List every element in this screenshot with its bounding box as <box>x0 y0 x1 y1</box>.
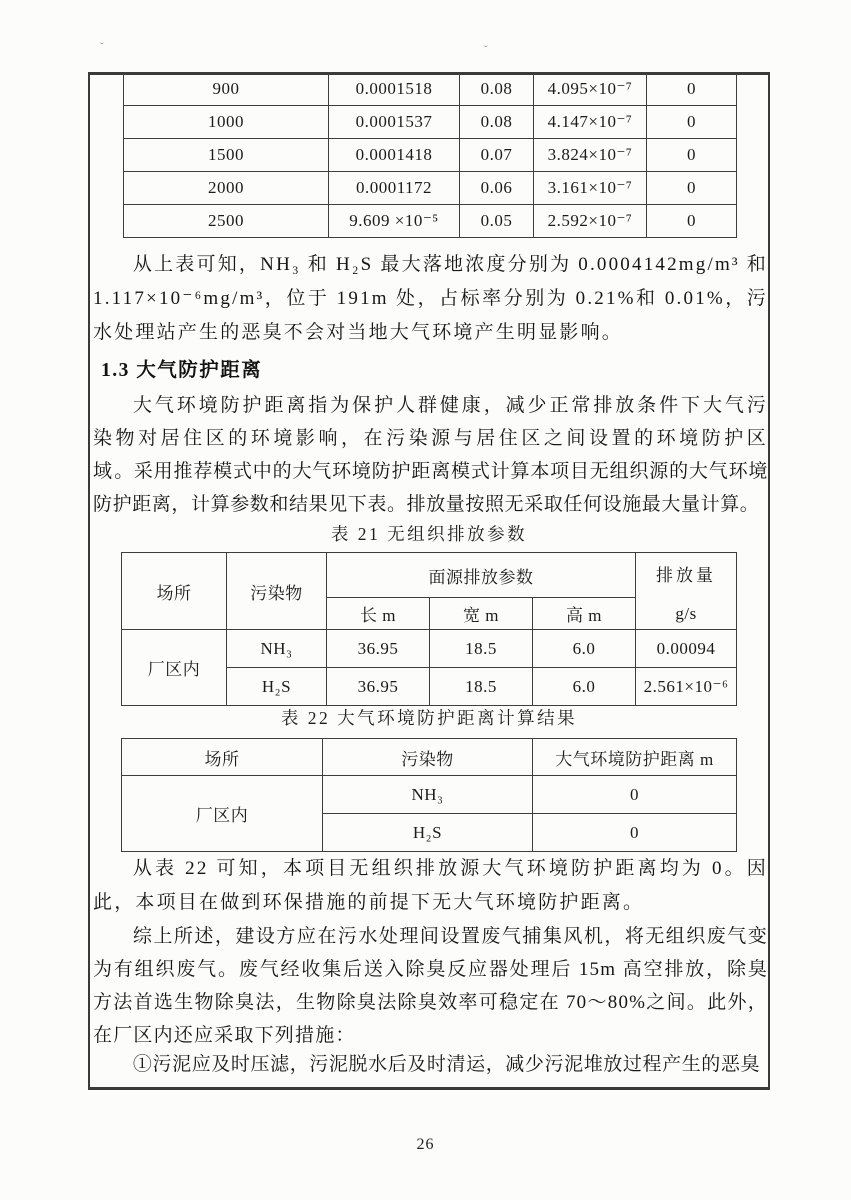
cell-length: 36.95 <box>327 668 430 706</box>
cell-ratio: 0.06 <box>460 172 534 205</box>
paragraph-method: 采用推荐模式中的大气环境防护距离模式计算本项目无组织源的大气环境防护距离，计算参数和结果见下表。排放量按照无采取任何设施最大量计算。 <box>93 461 768 515</box>
cell-concentration2: 4.095×10⁻⁷ <box>534 73 647 106</box>
header-width: 宽 m <box>430 598 533 630</box>
table-row <box>124 139 737 172</box>
cell-width: 18.5 <box>430 630 533 668</box>
header-pollutant: 污染物 <box>323 739 533 776</box>
cell-pollutant: NH₃ <box>323 776 533 814</box>
paragraph-measure-1: ①污泥应及时压滤，污泥脱水后及时清运，减少污泥堆放过程产生的恶臭 <box>132 1054 761 1075</box>
cell-height: 6.0 <box>533 668 636 706</box>
cell-ratio: 0.08 <box>460 106 534 139</box>
header-emission-unit: g/s <box>675 604 697 623</box>
paragraph-definition: 大气环境防护距离指为保护人群健康，减少正常排放条件下大气污染物对居住区的环境影响，在污染源与居住区之间设置的环境防护区域。 <box>93 395 768 482</box>
cell-concentration2: 3.161×10⁻⁷ <box>534 172 647 205</box>
header-site: 场所 <box>122 553 227 630</box>
cell-site: 厂区内 <box>122 776 323 852</box>
cell-site: 厂区内 <box>122 630 227 706</box>
cell-concentration: 0.0001518 <box>329 73 460 106</box>
page-number: 26 <box>416 1136 435 1153</box>
table-row <box>124 73 737 106</box>
cell-distance: 900 <box>124 73 329 106</box>
cell-distance: 0 <box>533 814 737 852</box>
cell-pollutant: H₂S <box>323 814 533 852</box>
cell-ratio: 0.08 <box>460 73 534 106</box>
scan-artifact: ˇ <box>100 41 104 53</box>
cell-rate: 2.561×10⁻⁶ <box>636 668 737 706</box>
cell-ratio2: 0 <box>647 73 737 106</box>
cell-concentration: 9.609 ×10⁻⁵ <box>329 205 460 238</box>
paragraph-summary-measures: 综上所述，建设方应在污水处理间设置废气捕集风机，将无组织废气变为有组织废气。废气经收集后送入除臭反应器处理后 15m 高空排放，除臭方法首选生物除臭法，生物除臭法除臭效率可稳定在 70～80%之间。此外，在厂区内还应采取下列措施： <box>93 926 768 1046</box>
cell-concentration2: 3.824×10⁻⁷ <box>534 139 647 172</box>
table-header-row <box>122 553 737 598</box>
cell-pollutant: NH₃ <box>227 630 327 668</box>
cell-distance: 1000 <box>124 106 329 139</box>
header-emission-rate <box>636 553 737 630</box>
cell-concentration: 0.0001418 <box>329 139 460 172</box>
cell-height: 6.0 <box>533 630 636 668</box>
header-length: 长 m <box>327 598 430 630</box>
table-22-caption: 表 22 大气环境防护距离计算结果 <box>280 708 578 728</box>
header-area-source-params: 面源排放参数 <box>327 553 636 598</box>
cell-ratio2: 0 <box>647 106 737 139</box>
cell-ratio: 0.05 <box>460 205 534 238</box>
section-heading-1-3: 1.3 大气防护距离 <box>101 360 263 381</box>
table-22-protection-distance <box>121 738 737 852</box>
header-distance: 大气环境防护距离 m <box>533 739 737 776</box>
table-row <box>124 205 737 238</box>
cell-distance: 2000 <box>124 172 329 205</box>
paragraph-table22-conclusion: 从表 22 可知，本项目无组织排放源大气环境防护距离均为 0。因此，本项目在做到环保措施的前提下无大气环境防护距离。 <box>93 858 768 913</box>
cell-ratio2: 0 <box>647 172 737 205</box>
scan-artifact: ˇ <box>484 44 488 56</box>
table-row <box>122 630 737 668</box>
cell-concentration2: 2.592×10⁻⁷ <box>534 205 647 238</box>
header-site: 场所 <box>122 739 323 776</box>
table-21-emission-parameters <box>121 552 737 706</box>
cell-concentration: 0.0001172 <box>329 172 460 205</box>
cell-concentration: 0.0001537 <box>329 106 460 139</box>
cell-rate: 0.00094 <box>636 630 737 668</box>
cell-ratio: 0.07 <box>460 139 534 172</box>
cell-length: 36.95 <box>327 630 430 668</box>
table-row <box>122 776 737 814</box>
table-row <box>124 172 737 205</box>
cell-pollutant: H₂S <box>227 668 327 706</box>
table-21-caption: 表 21 无组织排放参数 <box>330 524 528 544</box>
table-header-row <box>122 739 737 776</box>
cell-ratio2: 0 <box>647 205 737 238</box>
cell-distance: 1500 <box>124 139 329 172</box>
header-height: 高 m <box>533 598 636 630</box>
cell-distance: 2500 <box>124 205 329 238</box>
cell-ratio2: 0 <box>647 139 737 172</box>
paragraph-conclusion-concentration: 从上表可知，NH₃ 和 H₂S 最大落地浓度分别为 0.0004142mg/m³ 和 1.117×10⁻⁶mg/m³，位于 191m 处，占标率分别为 0.21%和 0.01%，污水处理站产生的恶臭不会对当地大气环境产生明显影响。 <box>93 254 768 343</box>
concentration-result-table <box>123 72 737 238</box>
header-emission-label: 排放量 <box>656 566 717 585</box>
table-row <box>124 106 737 139</box>
cell-concentration2: 4.147×10⁻⁷ <box>534 106 647 139</box>
cell-width: 18.5 <box>430 668 533 706</box>
cell-distance: 0 <box>533 776 737 814</box>
header-pollutant: 污染物 <box>227 553 327 630</box>
